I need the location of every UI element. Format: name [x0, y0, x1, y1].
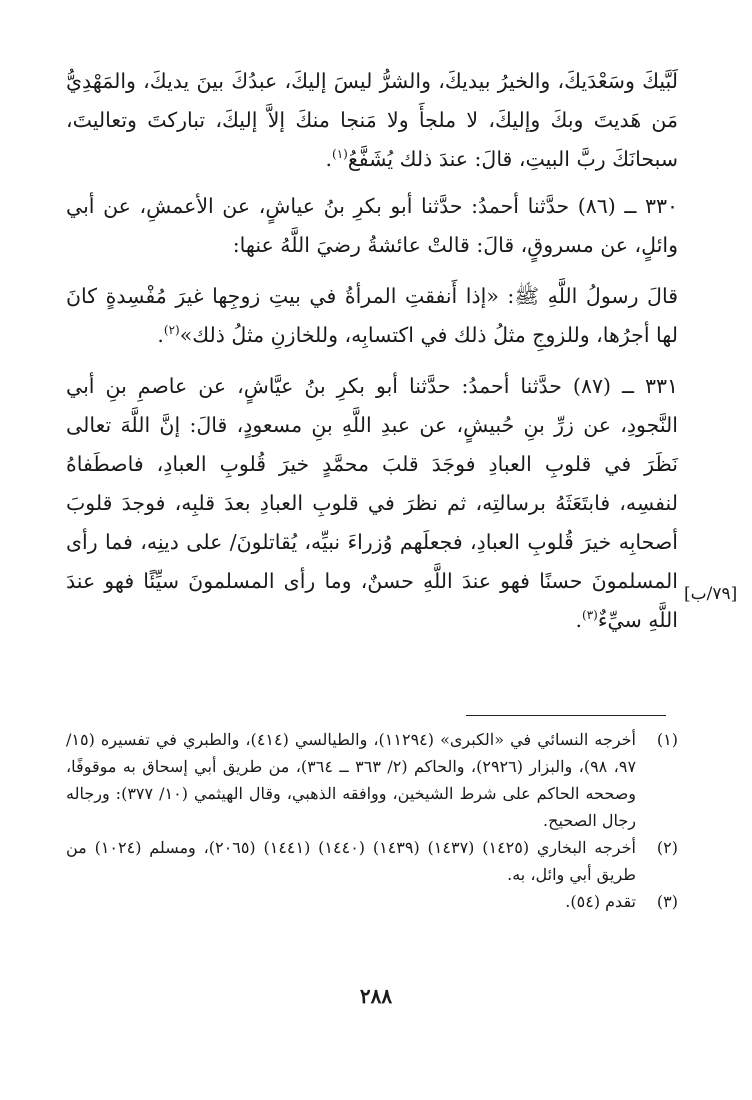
- manuscript-folio-marker: [٧٩/ب]: [684, 584, 738, 604]
- hadith-330-isnad: ٣٣٠ ــ (٨٦) حدَّثنا أحمدُ: حدَّثنا أبو بكرِ بنُ عياشٍ، عن الأعمشِ، عن أبي وائلٍ، عن مسروقٍ، قالَ: قالتْ عائشةُ رضيَ اللَّهُ عنها:: [66, 194, 678, 257]
- footnote-item: [66, 726, 678, 834]
- footnote-ref-2: (٢): [163, 323, 180, 338]
- footnote-number: (١): [656, 730, 678, 749]
- hadith-331-paragraph: ٣٣١ ــ (٨٧) حدَّثنا أحمدُ: حدَّثنا أبو بكرِ بنُ عيَّاشٍ، عن عاصمِ بنِ أبي النَّجودِ، عن زرِّ بنِ حُبيشٍ، عن عبدِ اللَّهِ بنِ مسعودٍ، قالَ: إنَّ اللَّهَ تعالى نَظَرَ في قلوبِ العبادِ فوجَدَ قلبَ محمَّدٍ خيرَ قُلوبِ العبادِ، فاصطَفاهُ لنفسِه، فابتَعَثَهُ برسالتِه، ثم نظرَ في قلوبِ العبادِ بعدَ قلبِه، فوجدَ قلوبَ أصحابِه خيرَ قُلوبِ العبادِ، فجعلَهم وُزراءَ نبيِّه، يُقاتلونَ/ على دينِه، فما رأى المسلمونَ حسنًا فهو عندَ اللَّهِ حسنٌ، وما رأى المسلمونَ سيِّئًا فهو عندَ اللَّهِ سيِّءٌ$^{(٣)}$.: [66, 374, 678, 632]
- footnote-text: أخرجه النسائي في «الكبرى» (١١٢٩٤)، والطيالسي (٤١٤)، والطبري في تفسيره (١٥/ ٩٧، ٩٨)، والبزار (٢٩٢٦)، والحاكم (٢/ ٣٦٣ ــ ٣٦٤)، من طريق أبي إسحاق به موقوفًا، وصححه الحاكم على شرط الشيخين، ووافقه الذهبي، وقال الهيثمي (١٠/ ٣٧٧): ورجاله رجال الصحيح.: [66, 730, 637, 830]
- footnote-text: أخرجه البخاري (١٤٢٥) (١٤٣٧) (١٤٣٩) (١٤٤٠) (١٤٤١) (٢٠٦٥)، ومسلم (١٠٢٤) من طريق أبي وائل، به.: [66, 838, 636, 884]
- footnotes-section: [66, 726, 678, 915]
- footnote-text: تقدم (٥٤).: [565, 892, 636, 911]
- footnote-ref-3: (٣): [582, 608, 598, 623]
- footnote-number: (٢): [656, 838, 678, 857]
- hadith-330-matn: قالَ رسولُ اللَّهِ ﷺ: «إذا أَنفقتِ المرأةُ في بيتِ زوجِها غيرَ مُفْسِدةٍ كانَ لها أجرُها، وللزوجِ مثلُ ذلك في اكتسابِه، وللخازنِ مثلُ ذلك»$^{(٢)}$.: [66, 284, 678, 347]
- main-text: [66, 62, 678, 652]
- footnote-separator: [466, 715, 666, 716]
- hadith-continuation-paragraph: لَبَّيكَ وسَعْدَيكَ، والخيرُ بيديكَ، والشرُّ ليسَ إليكَ، عبدُكَ بينَ يديكَ، والمَهْدِيُّ مَن هَديتَ وبكَ وإليكَ، لا ملجأَ ولا مَنجا منكَ إلاَّ إليكَ، تباركتَ وتعاليتَ، سبحانَكَ ربَّ البيتِ، قالَ: عندَ ذلك يُشَفَّعُ$^{(١)}$.: [66, 69, 678, 171]
- page-number: ٢٨٨: [359, 984, 393, 1008]
- footnote-item: [66, 834, 678, 888]
- footnote-item: [66, 888, 678, 915]
- footnote-ref-1: (١): [332, 147, 348, 162]
- footnote-number: (٣): [656, 892, 678, 911]
